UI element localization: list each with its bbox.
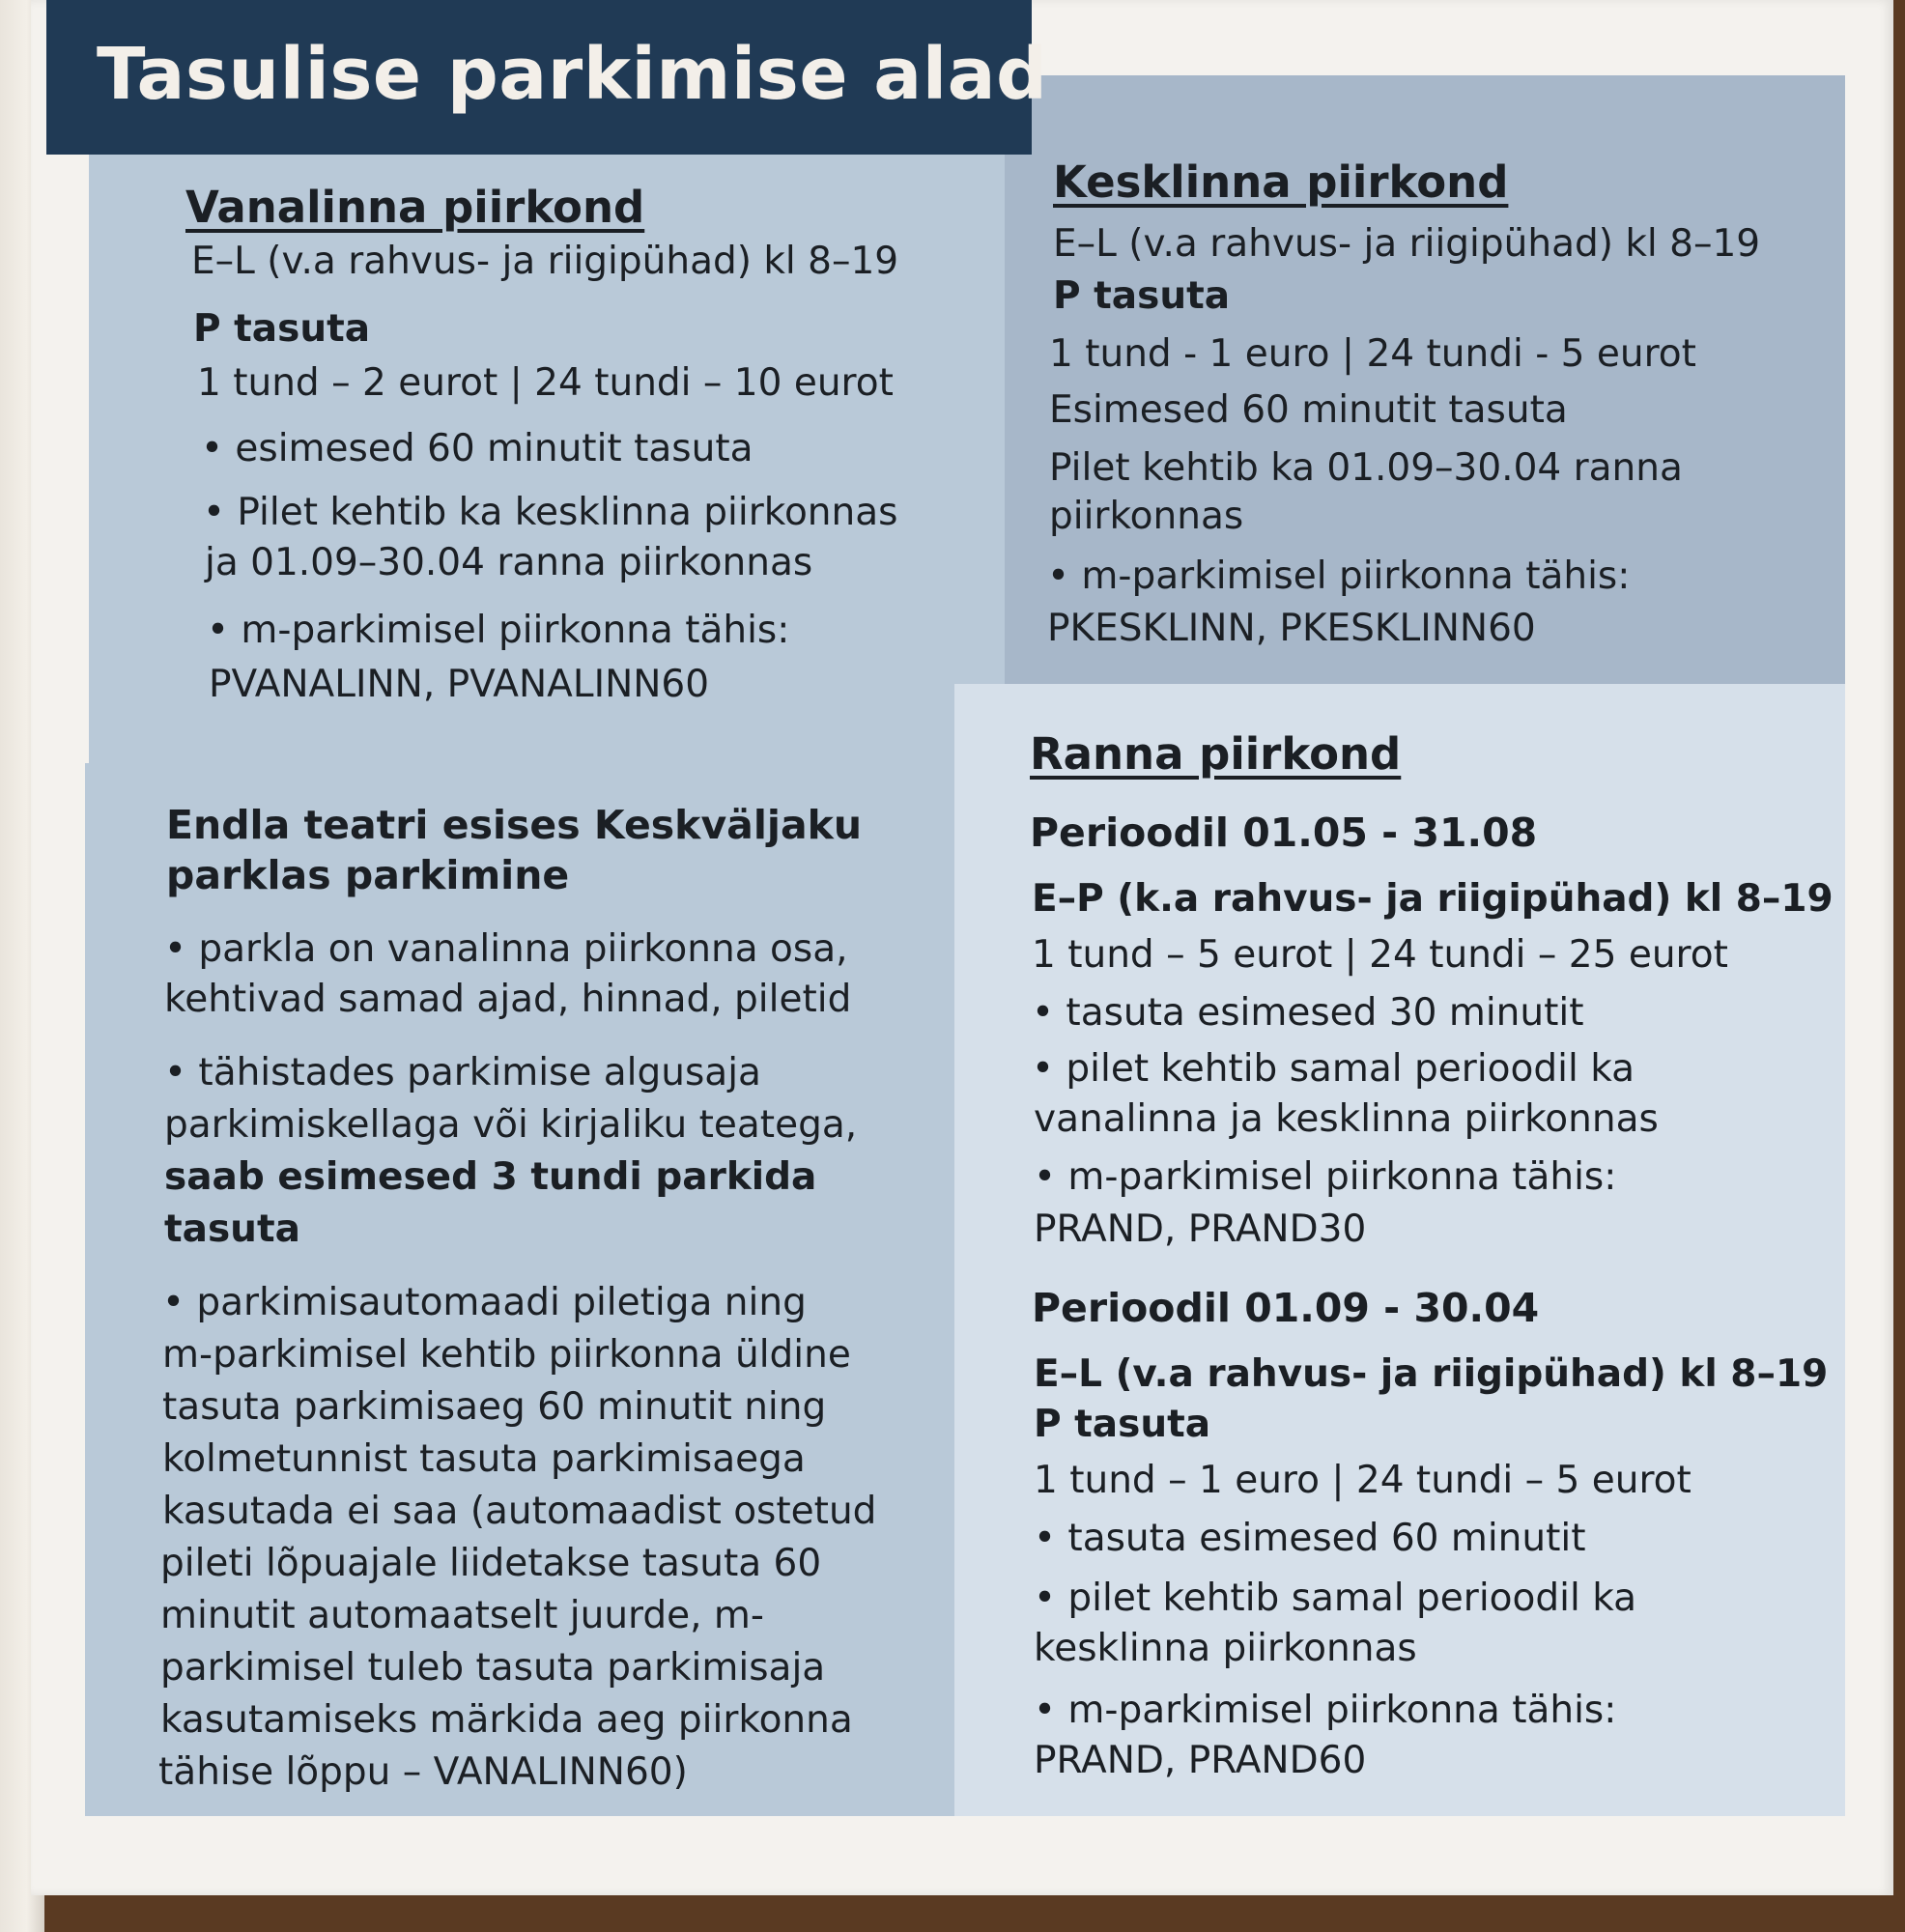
ranna-p2-valid-cont: kesklinna piirkonnas — [1034, 1627, 1417, 1670]
kesklinn-free: Esimesed 60 minutit tasuta — [1049, 388, 1568, 432]
kesklinn-sunday: P tasuta — [1053, 274, 1231, 318]
ranna-heading: Ranna piirkond — [1030, 728, 1402, 780]
endla-bullet-3-l7: minutit automaatselt juurde, m- — [160, 1594, 764, 1637]
ranna-p2-mpark: • m-parkimisel piirkonna tähis: — [1034, 1689, 1617, 1732]
kesklinn-valid-cont: piirkonnas — [1049, 495, 1244, 538]
endla-bullet-2-bold: saab esimesed 3 tundi parkida — [164, 1155, 817, 1199]
ranna-p2-hours: E–L (v.a rahvus- ja riigipühad) kl 8–19 — [1034, 1352, 1829, 1396]
ranna-p2-prices: 1 tund – 1 euro | 24 tundi – 5 eurot — [1034, 1459, 1692, 1502]
vanalinn-heading: Vanalinna piirkond — [185, 182, 645, 233]
ranna-p2-free: • tasuta esimesed 60 minutit — [1034, 1517, 1586, 1560]
endla-bullet-1: • parkla on vanalinna piirkonna osa, — [164, 927, 848, 971]
endla-bullet-3-l10: tähise lõppu – VANALINN60) — [158, 1750, 688, 1794]
endla-heading-cont: parklas parkimine — [166, 852, 570, 898]
ranna-p1-hours: E–P (k.a rahvus- ja riigipühad) kl 8–19 — [1032, 877, 1834, 921]
endla-bullet-2-bold-cont: tasuta — [164, 1208, 300, 1251]
endla-bullet-3-l5: kasutada ei saa (automaadist ostetud — [162, 1490, 877, 1533]
vanalinn-bullet-free: • esimesed 60 minutit tasuta — [201, 427, 753, 470]
vanalinn-hours: E–L (v.a rahvus- ja riigipühad) kl 8–19 — [191, 240, 899, 283]
vanalinn-sunday: P tasuta — [193, 307, 371, 351]
kesklinn-valid: Pilet kehtib ka 01.09–30.04 ranna — [1049, 446, 1683, 490]
ranna-p1-mpark: • m-parkimisel piirkonna tähis: — [1034, 1155, 1617, 1199]
ranna-p1-valid-cont: vanalinna ja kesklinna piirkonnas — [1034, 1097, 1659, 1141]
kesklinn-hours: E–L (v.a rahvus- ja riigipühad) kl 8–19 — [1053, 222, 1761, 266]
ranna-period2-title: Perioodil 01.09 - 30.04 — [1032, 1285, 1540, 1331]
endla-bullet-3: • parkimisautomaadi piletiga ning — [162, 1281, 807, 1324]
endla-bullet-3-l4: kolmetunnist tasuta parkimisaega — [162, 1437, 806, 1481]
vanalinn-bullet-valid: • Pilet kehtib ka kesklinna piirkonnas — [203, 491, 898, 534]
kesklinn-bullet-mpark: • m-parkimisel piirkonna tähis: — [1047, 554, 1631, 598]
endla-bullet-3-l3: tasuta parkimisaeg 60 minutit ning — [162, 1385, 827, 1429]
vanalinn-bullet-mpark: • m-parkimisel piirkonna tähis: — [207, 609, 790, 652]
ranna-p1-valid: • pilet kehtib samal perioodil ka — [1032, 1047, 1635, 1091]
endla-bullet-3-l9: kasutamiseks märkida aeg piirkonna — [160, 1698, 853, 1742]
endla-bullet-2-cont: parkimiskellaga või kirjaliku teatega, — [164, 1103, 858, 1147]
vanalinn-bullet-valid-cont: ja 01.09–30.04 ranna piirkonnas — [205, 541, 813, 584]
kesklinn-zone-codes: PKESKLINN, PKESKLINN60 — [1047, 607, 1536, 650]
ranna-p1-prices: 1 tund – 5 eurot | 24 tundi – 25 eurot — [1032, 933, 1728, 977]
kesklinn-heading: Kesklinna piirkond — [1053, 156, 1509, 208]
ranna-period1-title: Perioodil 01.05 - 31.08 — [1030, 810, 1538, 856]
endla-heading: Endla teatri esises Keskväljaku — [166, 802, 863, 848]
ranna-p1-zone-codes: PRAND, PRAND30 — [1034, 1208, 1367, 1251]
vanalinn-prices: 1 tund – 2 eurot | 24 tundi – 10 eurot — [197, 361, 894, 405]
page-title: Tasulise parkimise alad — [97, 33, 1048, 116]
vanalinn-zone-codes: PVANALINN, PVANALINN60 — [209, 663, 710, 706]
endla-bullet-1-cont: kehtivad samad ajad, hinnad, piletid — [164, 978, 852, 1021]
ranna-p2-zone-codes: PRAND, PRAND60 — [1034, 1739, 1367, 1782]
kesklinn-prices: 1 tund - 1 euro | 24 tundi - 5 eurot — [1049, 332, 1696, 376]
endla-bullet-3-l2: m-parkimisel kehtib piirkonna üldine — [162, 1333, 851, 1377]
endla-bullet-2: • tähistades parkimise algusaja — [164, 1051, 761, 1094]
ranna-p2-valid: • pilet kehtib samal perioodil ka — [1034, 1577, 1636, 1620]
ranna-p2-sunday: P tasuta — [1034, 1403, 1211, 1446]
endla-bullet-3-l8: parkimisel tuleb tasuta parkimisaja — [160, 1646, 826, 1690]
endla-bullet-3-l6: pileti lõpuajale liidetakse tasuta 60 — [160, 1542, 822, 1585]
ranna-p1-free: • tasuta esimesed 30 minutit — [1032, 991, 1584, 1035]
